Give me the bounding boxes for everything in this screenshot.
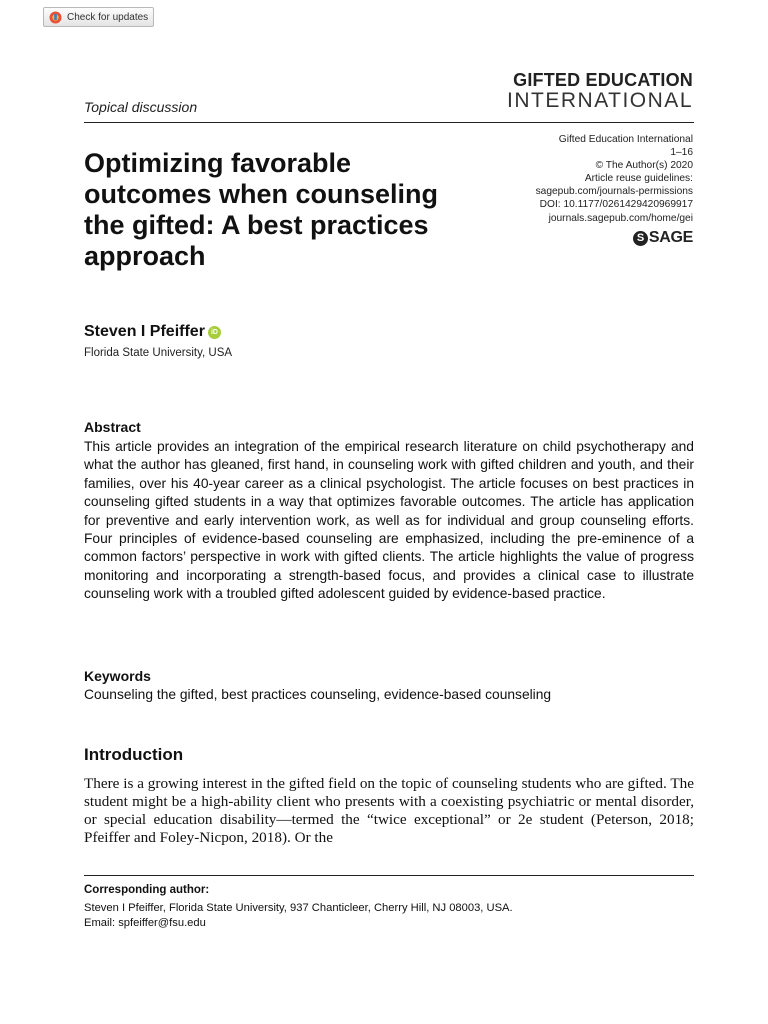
- keywords-text: Counseling the gifted, best practices counseling, evidence-based counseling: [84, 687, 552, 702]
- keywords-heading: Keywords: [84, 668, 151, 684]
- meta-doi[interactable]: DOI: 10.1177/0261429420969917: [539, 199, 693, 211]
- meta-journal-home-link[interactable]: journals.sagepub.com/home/gei: [548, 212, 693, 224]
- check-for-updates-icon: [49, 11, 62, 24]
- corresponding-author-details: [84, 901, 513, 931]
- journal-logo: [507, 70, 693, 112]
- header-divider: [84, 122, 694, 123]
- meta-journal-title: Gifted Education International: [558, 134, 693, 145]
- article-title: Optimizing favorable outcomes when counseling the gifted: A best practices approach: [84, 148, 439, 271]
- journal-name-line2: INTERNATIONAL: [507, 89, 693, 112]
- check-for-updates-label: Check for updates: [67, 11, 149, 23]
- meta-pages: 1–16: [670, 147, 693, 159]
- section-label: Topical discussion: [84, 99, 198, 115]
- author-line: [84, 323, 221, 341]
- corresponding-author-address: Steven I Pfeiffer, Florida State University, 937 Chanticleer, Cherry Hill, NJ 08003, USA.: [84, 902, 513, 914]
- corresponding-author-heading: Corresponding author:: [84, 884, 210, 896]
- sage-s-icon: S: [633, 231, 648, 246]
- author-affiliation: Florida State University, USA: [84, 347, 233, 359]
- introduction-text: There is a growing interest in the gifted field on the topic of counseling students who are gifted. The student might be a high-ability client who presents with a coexisting psychiatric or mental disorder, or special education disability—termed the “twice exceptional” or 2e student (Peterson, 2018; Pfeiffer and Foley-Nicpon, 2018). Or the: [84, 775, 694, 846]
- publisher-logo: [633, 229, 693, 247]
- publisher-name: SAGE: [648, 229, 693, 246]
- meta-reuse-guidelines: Article reuse guidelines:: [584, 173, 693, 185]
- corresponding-author-email[interactable]: Email: spfeiffer@fsu.edu: [84, 917, 206, 929]
- abstract-heading: Abstract: [84, 419, 141, 435]
- footnote-divider: [84, 875, 694, 876]
- orcid-icon[interactable]: iD: [208, 326, 221, 339]
- introduction-heading: Introduction: [84, 745, 184, 764]
- journal-name-line1: GIFTED EDUCATION: [513, 70, 693, 90]
- abstract-text: This article provides an integration of the empirical research literature on child psychotherapy and what the author has gleaned, first hand, in counseling work with gifted children and youth, and their families, over his 40-year career as a clinical psychologist. The article focuses on best practices in counseling gifted students in a way that optimizes favorable outcomes. The article has application for preventive and early intervention work, as well as for individual and group counseling efforts. Four principles of evidence-based counseling are emphasized, including the pre-eminence of a common factors’ perspective in work with gifted clients. The article highlights the value of progress monitoring and incorporating a strength-based focus, and provides a clinical case to illustrate counseling work with a troubled gifted adolescent guided by evidence-based practice.: [84, 439, 694, 602]
- author-name: Steven I Pfeiffer: [84, 323, 205, 340]
- article-meta: [536, 133, 693, 225]
- meta-copyright: © The Author(s) 2020: [595, 160, 693, 172]
- meta-permissions-link[interactable]: sagepub.com/journals-permissions: [535, 186, 693, 198]
- check-for-updates-button[interactable]: [43, 7, 154, 27]
